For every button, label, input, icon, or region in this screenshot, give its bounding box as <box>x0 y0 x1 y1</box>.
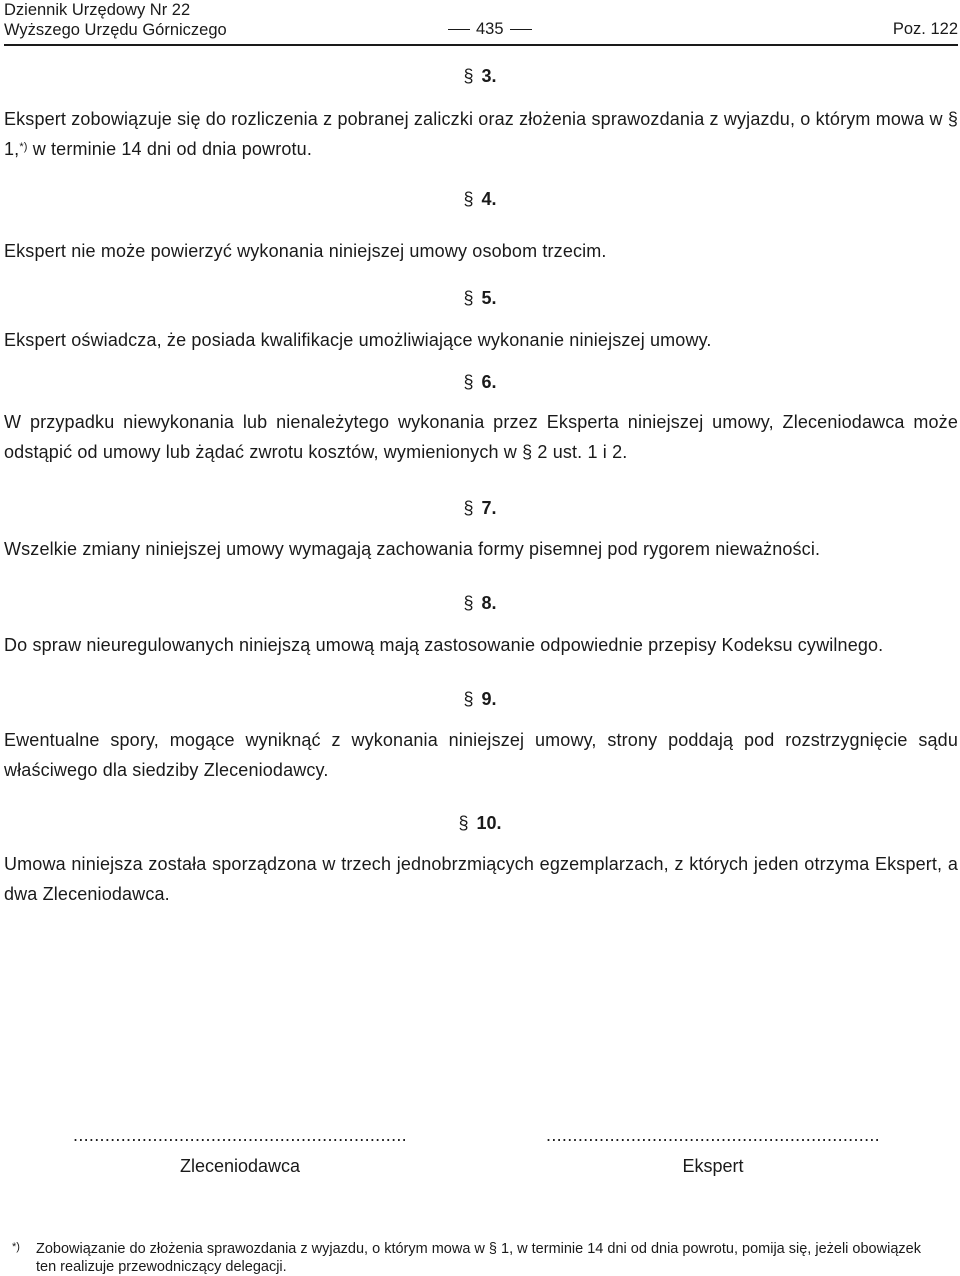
section-heading-10 <box>0 813 960 833</box>
section-sign: § <box>463 372 474 392</box>
section-text-3 <box>4 104 958 164</box>
section-number: 9. <box>481 689 497 709</box>
footnote-reference: *) <box>19 141 28 153</box>
position-number: Poz. 122 <box>892 20 958 38</box>
signature-label: Zleceniodawca <box>179 1156 301 1176</box>
page-number-value: 435 <box>476 20 504 38</box>
section-number: 5. <box>481 288 497 308</box>
section-text-9: Ewentualne spory, mogące wyniknąć z wykonania niniejszej umowy, strony poddają pod rozstrzygnięcie sądu właściwego dla siedziby Zleceniodawcy. <box>4 730 958 780</box>
section-number: 8. <box>481 593 497 613</box>
section-text-7: Wszelkie zmiany niniejszej umowy wymagają zachowania formy pisemnej pod rygorem nieważności. <box>4 539 821 559</box>
section-sign: § <box>463 66 474 86</box>
journal-title <box>4 0 227 40</box>
signature-ekspert <box>503 1124 923 1177</box>
section-text-5: Ekspert oświadcza, że posiada kwalifikacje umożliwiające wykonanie niniejszej umowy. <box>4 330 712 350</box>
section-text-3-part-b: w terminie 14 dni od dnia powrotu. <box>27 139 312 159</box>
section-number: 3. <box>481 66 497 86</box>
page-number <box>442 19 538 39</box>
section-text-4: Ekspert nie może powierzyć wykonania niniejszej umowy osobom trzecim. <box>4 241 607 261</box>
section-sign: § <box>463 288 474 308</box>
journal-title-line1: Dziennik Urzędowy Nr 22 <box>4 1 191 19</box>
section-heading-8 <box>0 593 960 613</box>
section-sign: § <box>463 498 474 518</box>
section-heading-6 <box>0 372 960 392</box>
section-text-6: W przypadku niewykonania lub nienależytego wykonania przez Eksperta niniejszej umowy, Zleceniodawca może odstąpić od umowy lub żądać zwrotu kosztów, wymienionych w § 2 ust. 1 i 2. <box>4 412 958 462</box>
footnote-mark: *) <box>12 1241 20 1253</box>
signature-zleceniodawca <box>30 1124 450 1177</box>
section-sign: § <box>463 689 474 709</box>
signature-line: ............................................................... <box>73 1125 407 1145</box>
section-number: 7. <box>481 498 497 518</box>
section-number: 4. <box>481 189 497 209</box>
signature-line: ............................................................... <box>546 1125 880 1145</box>
section-sign: § <box>463 593 474 613</box>
section-heading-5 <box>0 288 960 308</box>
section-sign: § <box>463 189 474 209</box>
page-header <box>4 0 958 46</box>
section-sign: § <box>458 813 469 833</box>
section-heading-4 <box>0 189 960 209</box>
section-heading-7 <box>0 498 960 518</box>
journal-title-line2: Wyższego Urzędu Górniczego <box>4 21 227 39</box>
section-number: 6. <box>481 372 497 392</box>
section-text-8: Do spraw nieuregulowanych niniejszą umową mają zastosowanie odpowiednie przepisy Kodeksu cywilnego. <box>4 635 884 655</box>
section-text-3-part-a: Ekspert zobowiązuje się do rozliczenia z pobranej zaliczki oraz złożenia sprawozdania z wyjazdu, o którym mowa w § 1, <box>4 109 958 159</box>
section-heading-3 <box>0 66 960 86</box>
section-heading-9 <box>0 689 960 709</box>
page-number-rule-right <box>510 29 532 30</box>
footnote-text: Zobowiązanie do złożenia sprawozdania z wyjazdu, o którym mowa w § 1, w terminie 14 dni od dnia powrotu, pomija się, jeżeli obowiązek ten realizuje przewodniczący delegacji. <box>36 1241 921 1275</box>
section-text-10: Umowa niniejsza została sporządzona w trzech jednobrzmiących egzemplarzach, z których jeden otrzyma Ekspert, a dwa Zleceniodawca. <box>4 854 958 904</box>
section-number: 10. <box>476 813 502 833</box>
signature-label: Ekspert <box>682 1156 744 1176</box>
page-number-rule-left <box>448 29 470 30</box>
